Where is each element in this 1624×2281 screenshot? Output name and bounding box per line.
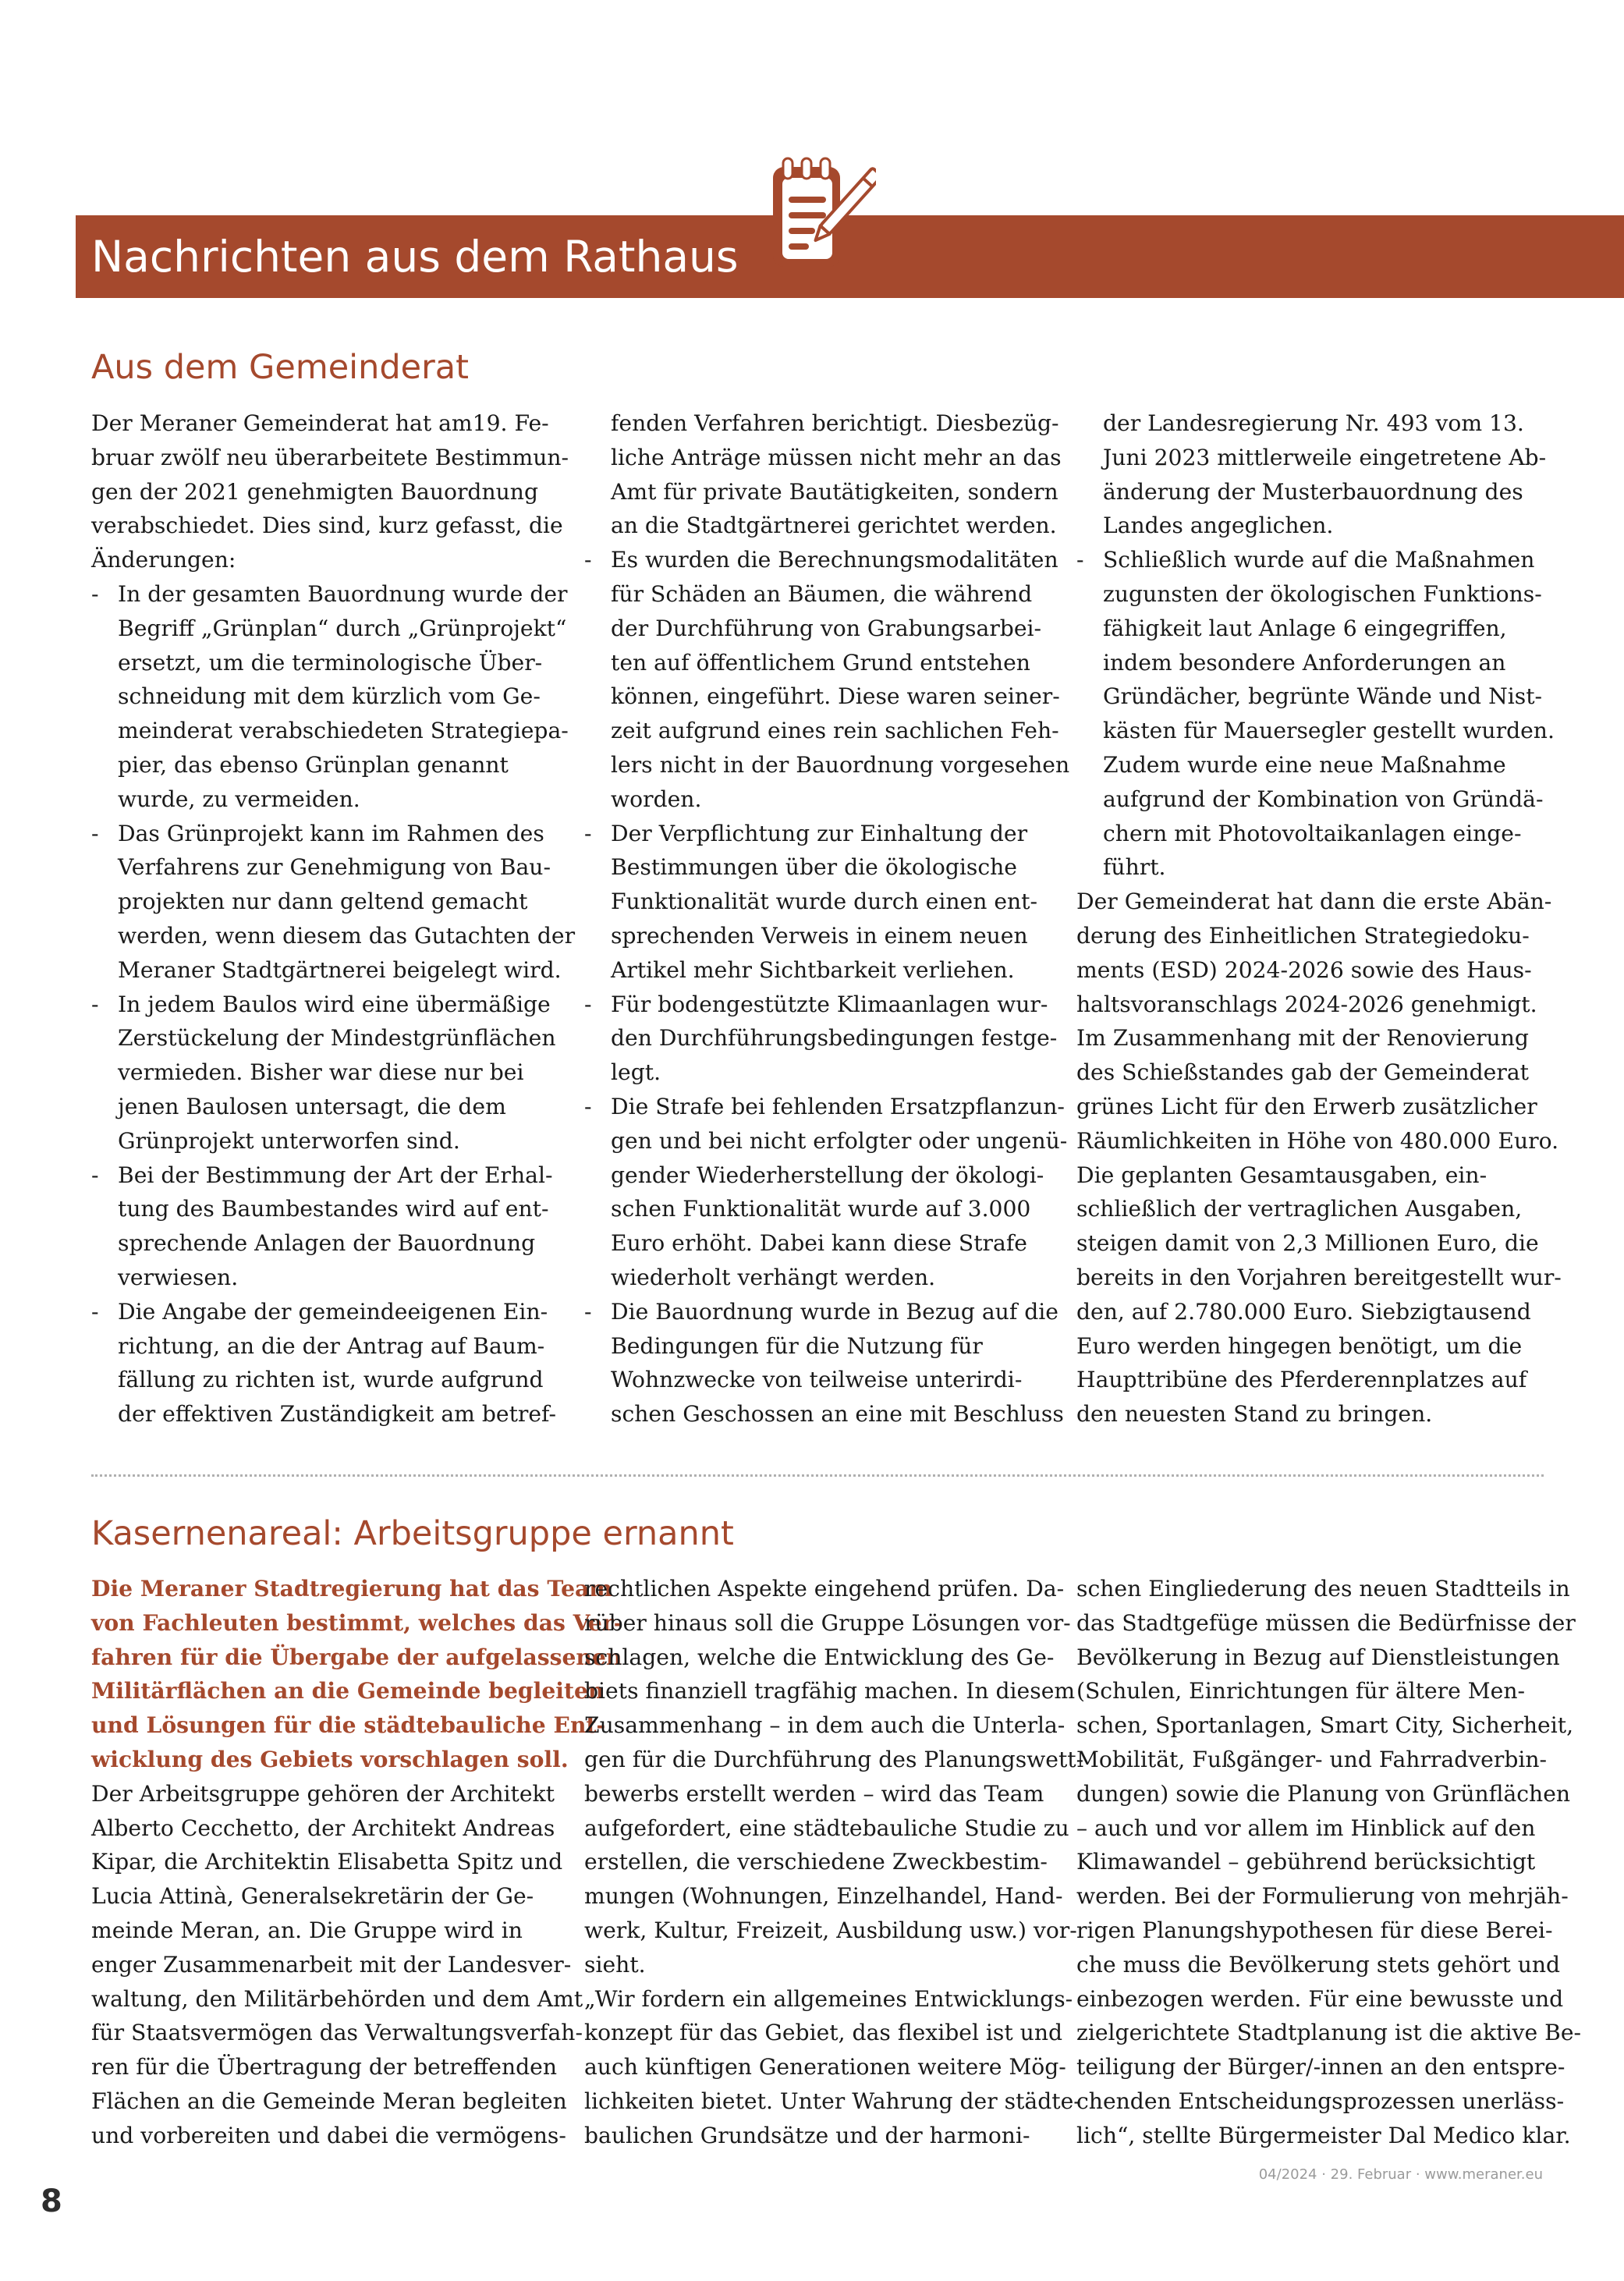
text-line: bewerbs erstellt werden – wird das Team <box>584 1780 1044 1807</box>
bullet-text-line: - Die Bauordnung wurde in Bezug auf die <box>584 1295 1037 1329</box>
text-line: des Schießstandes gab der Gemeinderat <box>1076 1059 1529 1086</box>
article-column <box>1076 406 1562 1431</box>
text-line: mungen (Wohnungen, Einzelhandel, Hand- <box>584 1883 1063 1910</box>
text-line: schen, Sportanlagen, Smart City, Sicherheit, <box>1076 1712 1574 1739</box>
text-line: fällung zu richten ist, wurde aufgrund <box>118 1367 544 1393</box>
text-line: Juni 2023 mittlerweile eingetretene Ab- <box>1103 444 1547 470</box>
text-line: schneidung mit dem kürzlich vom Ge- <box>118 683 541 710</box>
text-line: Alberto Cecchetto, der Architekt Andreas <box>91 1815 555 1841</box>
text-line: Zerstückelung der Mindestgrünflächen <box>118 1025 556 1052</box>
text-line: werden, wenn diesem das Gutachten der <box>118 922 576 949</box>
text-line: vermieden. Bisher war diese nur bei <box>118 1059 524 1086</box>
bullet-text-line: - In der gesamten Bauordnung wurde der <box>91 577 544 612</box>
text-line: ten auf öffentlichem Grund entstehen <box>611 649 1030 676</box>
text-line: wurde, zu vermeiden. <box>118 786 360 812</box>
text-line: chern mit Photovoltaikanlagen einge- <box>1103 820 1522 846</box>
text-line: baulichen Grundsätze und der harmoni- <box>584 2122 1030 2148</box>
text-line: für Staatsvermögen das Verwaltungsverfah- <box>91 2020 583 2046</box>
text-line: legt. <box>611 1059 661 1086</box>
text-line: Euro werden hingegen benötigt, um die <box>1076 1332 1523 1359</box>
text-line: rüber hinaus soll die Gruppe Lösungen vor- <box>584 1609 1071 1636</box>
text-line: derung des Einheitlichen Strategiedoku- <box>1076 922 1530 949</box>
text-line: Der Meraner Gemeinderat hat am19. Fe- <box>91 410 549 436</box>
bullet-text-line: - Es wurden die Berechnungsmodalitäten <box>584 543 1037 577</box>
text-line: meinde Meran, an. Die Gruppe wird in <box>91 1917 523 1943</box>
bullet-text-line: - Das Grünprojekt kann im Rahmen des <box>91 817 544 851</box>
footer-issue-info: 04/2024 · 29. Februar · www.meraner.eu <box>1258 2166 1543 2183</box>
text-line: schen Geschossen an eine mit Beschluss <box>611 1401 1064 1428</box>
text-line: tung des Baumbestandes wird auf ent- <box>118 1196 549 1222</box>
text-line: bereits in den Vorjahren bereitgestellt wur- <box>1076 1264 1562 1290</box>
text-line: schen Eingliederung des neuen Stadtteils in <box>1076 1576 1570 1602</box>
text-line: Räumlichkeiten in Höhe von 480.000 Euro. <box>1076 1127 1559 1154</box>
article-column <box>1076 1572 1582 2153</box>
lead-text-line: Die Meraner Stadtregierung hat das Team <box>91 1576 613 1602</box>
text-line: für Schäden an Bäumen, die während <box>611 580 1033 607</box>
text-line: – auch und vor allem im Hinblick auf den <box>1076 1815 1536 1841</box>
lead-text-line: fahren für die Übergabe der aufgelassenen <box>91 1644 622 1670</box>
text-line: wiederholt verhängt werden. <box>611 1264 936 1290</box>
text-line: projekten nur dann geltend gemacht <box>118 889 528 915</box>
text-line: jenen Baulosen untersagt, die dem <box>118 1093 506 1119</box>
text-line: indem besondere Anforderungen an <box>1103 649 1506 676</box>
lead-text-line: wicklung des Gebiets vorschlagen soll. <box>91 1746 569 1772</box>
text-line: „Wir fordern ein allgemeines Entwicklungs- <box>584 1985 1073 2012</box>
text-line: pier, das ebenso Grünplan genannt <box>118 751 509 778</box>
text-line: sprechende Anlagen der Bauordnung <box>118 1230 536 1257</box>
text-line: Die geplanten Gesamtausgaben, ein- <box>1076 1162 1487 1188</box>
text-line: Grünprojekt unterworfen sind. <box>118 1127 460 1154</box>
text-line: biets finanziell tragfähig machen. In diesem <box>584 1678 1076 1705</box>
text-line: Wohnzwecke von teilweise unterirdi- <box>611 1367 1023 1393</box>
text-line: führt. <box>1103 854 1166 881</box>
text-line: kästen für Mauersegler gestellt wurden. <box>1103 718 1555 744</box>
text-line: rigen Planungshypothesen für diese Berei- <box>1076 1917 1553 1943</box>
text-line: Begriff „Grünplan“ durch „Grünprojekt“ <box>118 615 567 641</box>
notepad-pencil-icon <box>767 156 876 281</box>
text-line: liche Anträge müssen nicht mehr an das <box>611 444 1062 470</box>
text-line: Klimawandel – gebührend berücksichtigt <box>1076 1849 1536 1875</box>
text-line: bruar zwölf neu überarbeitete Bestimmun- <box>91 444 569 470</box>
text-line: Funktionalität wurde durch einen ent- <box>611 889 1038 915</box>
text-line: Zudem wurde eine neue Maßnahme <box>1103 751 1506 778</box>
page-number: 8 <box>41 2183 62 2219</box>
text-line: Meraner Stadtgärtnerei beigelegt wird. <box>118 956 562 983</box>
text-line: zeit aufgrund eines rein sachlichen Feh- <box>611 718 1059 744</box>
text-line: Amt für private Bautätigkeiten, sondern <box>611 478 1058 505</box>
article-column <box>91 406 576 1431</box>
text-line: Kipar, die Architektin Elisabetta Spitz und <box>91 1849 563 1875</box>
bullet-text-line: - Für bodengestützte Klimaanlagen wur- <box>584 988 1037 1022</box>
text-line: ren für die Übertragung der betreffenden <box>91 2054 558 2081</box>
text-line: verwiesen. <box>118 1264 239 1290</box>
text-line: lich“, stellte Bürgermeister Dal Medico klar. <box>1076 2122 1571 2148</box>
bullet-text-line: - Die Angabe der gemeindeeigenen Ein- <box>91 1295 544 1329</box>
text-line: der Durchführung von Grabungsarbei- <box>611 615 1042 641</box>
text-line: lichkeiten bietet. Unter Wahrung der städte- <box>584 2088 1081 2114</box>
text-line: zugunsten der ökologischen Funktions- <box>1103 580 1542 607</box>
text-line: auch künftigen Generationen weitere Mög- <box>584 2054 1066 2081</box>
text-line: gen der 2021 genehmigten Bauordnung <box>91 478 538 505</box>
text-line: worden. <box>611 786 702 812</box>
bullet-text-line: - In jedem Baulos wird eine übermäßige <box>91 988 544 1022</box>
text-line: den neuesten Stand zu bringen. <box>1076 1401 1433 1428</box>
text-line: änderung der Musterbauordnung des <box>1103 478 1523 505</box>
text-line: meinderat verabschiedeten Strategiepa- <box>118 718 569 744</box>
text-line: Bevölkerung in Bezug auf Dienstleistungen <box>1076 1644 1560 1670</box>
text-line: den, auf 2.780.000 Euro. Siebzigtausend <box>1076 1298 1531 1325</box>
text-line: chenden Entscheidungsprozessen unerläss- <box>1076 2088 1565 2114</box>
text-line: Mobilität, Fußgänger- und Fahrradverbin- <box>1076 1746 1548 1772</box>
text-line: Zusammenhang – in dem auch die Unterla- <box>584 1712 1066 1739</box>
text-line: Der Arbeitsgruppe gehören der Architekt <box>91 1780 555 1807</box>
bullet-text-line: - Die Strafe bei fehlenden Ersatzpflanzun- <box>584 1090 1037 1124</box>
text-line: und vorbereiten und dabei die vermögens- <box>91 2122 566 2148</box>
text-line: verabschiedet. Dies sind, kurz gefasst, die <box>91 513 563 539</box>
text-line: rechtlichen Aspekte eingehend prüfen. Da- <box>584 1576 1065 1602</box>
text-line: konzept für das Gebiet, das flexibel ist und <box>584 2020 1063 2046</box>
text-line: fähigkeit laut Anlage 6 eingegriffen, <box>1103 615 1507 641</box>
text-line: werden. Bei der Formulierung von mehrjäh- <box>1076 1883 1569 1910</box>
text-line: aufgefordert, eine städtebauliche Studie zu <box>584 1815 1069 1841</box>
text-line: Flächen an die Gemeinde Meran begleiten <box>91 2088 567 2114</box>
text-line: schließlich der vertraglichen Ausgaben, <box>1076 1196 1523 1222</box>
text-line: ersetzt, um die terminologische Über- <box>118 649 543 676</box>
text-line: sieht. <box>584 1951 646 1978</box>
section-title-gemeinderat: Aus dem Gemeinderat <box>91 348 470 387</box>
text-line: ments (ESD) 2024-2026 sowie des Haus- <box>1076 956 1532 983</box>
text-line: fenden Verfahren berichtigt. Diesbezüg- <box>611 410 1059 436</box>
bullet-text-line: - Der Verpflichtung zur Einhaltung der <box>584 817 1037 851</box>
text-line: teiligung der Bürger/-innen an den entspre- <box>1076 2054 1565 2081</box>
section-title-kasernenareal: Kasernenareal: Arbeitsgruppe ernannt <box>91 1514 734 1553</box>
lead-text-line: Militärflächen an die Gemeinde begleiten <box>91 1678 605 1705</box>
text-line: haltsvoranschlags 2024-2026 genehmigt. <box>1076 991 1537 1017</box>
text-line: zielgerichtete Stadtplanung ist die aktive Be- <box>1076 2020 1582 2046</box>
text-line: (Schulen, Einrichtungen für ältere Men- <box>1076 1678 1526 1705</box>
bullet-text-line: - Schließlich wurde auf die Maßnahmen <box>1076 543 1529 577</box>
text-line: Änderungen: <box>91 547 236 573</box>
text-line: den Durchführungsbedingungen festge- <box>611 1025 1058 1052</box>
article-column <box>584 406 1070 1431</box>
text-line: der effektiven Zuständigkeit am betref- <box>118 1401 557 1428</box>
text-line: sprechenden Verweis in einem neuen <box>611 922 1028 949</box>
text-line: schen Funktionalität wurde auf 3.000 <box>611 1196 1031 1222</box>
article-column <box>584 1572 1084 2153</box>
lead-text-line: von Fachleuten bestimmt, welches das Ver- <box>91 1609 623 1636</box>
text-line: Haupttribüne des Pferderennplatzes auf <box>1076 1367 1527 1393</box>
text-line: dungen) sowie die Planung von Grünflächen <box>1076 1780 1571 1807</box>
text-line: Gründächer, begrünte Wände und Nist- <box>1103 683 1543 710</box>
text-line: grünes Licht für den Erwerb zusätzlicher <box>1076 1093 1537 1119</box>
text-line: Der Gemeinderat hat dann die erste Abän- <box>1076 889 1552 915</box>
text-line: che muss die Bevölkerung stets gehört und <box>1076 1951 1561 1978</box>
page-header-title: Nachrichten aus dem Rathaus <box>91 232 739 282</box>
text-line: das Stadtgefüge müssen die Bedürfnisse der <box>1076 1609 1576 1636</box>
text-line: Bedingungen für die Nutzung für <box>611 1332 983 1359</box>
text-line: Im Zusammenhang mit der Renovierung <box>1076 1025 1529 1052</box>
bullet-text-line: - Bei der Bestimmung der Art der Erhal- <box>91 1158 544 1193</box>
text-line: werk, Kultur, Freizeit, Ausbildung usw.) vor- <box>584 1917 1077 1943</box>
text-line: lers nicht in der Bauordnung vorgesehen <box>611 751 1070 778</box>
text-line: gen und bei nicht erfolgter oder ungenü- <box>611 1127 1068 1154</box>
text-line: an die Stadtgärtnerei gerichtet werden. <box>611 513 1057 539</box>
text-line: enger Zusammenarbeit mit der Landesver- <box>91 1951 572 1978</box>
text-line: Landes angeglichen. <box>1103 513 1334 539</box>
text-line: schlagen, welche die Entwicklung des Ge- <box>584 1644 1055 1670</box>
text-line: der Landesregierung Nr. 493 vom 13. <box>1103 410 1524 436</box>
text-line: gender Wiederherstellung der ökologi- <box>611 1162 1044 1188</box>
text-line: Artikel mehr Sichtbarkeit verliehen. <box>611 956 1015 983</box>
text-line: gen für die Durchführung des Planungswett- <box>584 1746 1084 1772</box>
text-line: Bestimmungen über die ökologische <box>611 854 1017 881</box>
section-divider <box>91 1474 1544 1477</box>
lead-text-line: und Lösungen für die städtebauliche Ent- <box>91 1712 606 1739</box>
text-line: können, eingeführt. Diese waren seiner- <box>611 683 1060 710</box>
text-line: steigen damit von 2,3 Millionen Euro, die <box>1076 1230 1539 1257</box>
text-line: Verfahrens zur Genehmigung von Bau- <box>118 854 551 881</box>
text-line: erstellen, die verschiedene Zweckbestim- <box>584 1849 1048 1875</box>
text-line: Lucia Attinà, Generalsekretärin der Ge- <box>91 1883 534 1910</box>
text-line: Euro erhöht. Dabei kann diese Strafe <box>611 1230 1027 1257</box>
text-line: einbezogen werden. Für eine bewusste und <box>1076 1985 1564 2012</box>
text-line: waltung, den Militärbehörden und dem Amt <box>91 1985 583 2012</box>
text-line: aufgrund der Kombination von Gründä- <box>1103 786 1544 812</box>
text-line: richtung, an die der Antrag auf Baum- <box>118 1332 545 1359</box>
